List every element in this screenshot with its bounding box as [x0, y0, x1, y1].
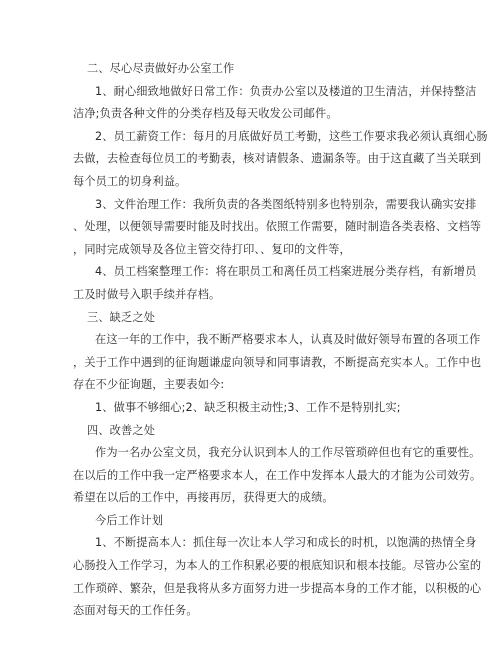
text-line: 1、做事不够细心;2、缺乏积极主动性;3、工作不是特别扎实; — [95, 400, 401, 414]
section-heading: 二、尽心尽责做好办公室工作 — [87, 62, 235, 75]
text-line: 2、员工薪资工作：每月的月底做好员工考勤，这些工作要求我必须认真细心肠 — [95, 129, 488, 143]
text-line: 4、员工档案整理工作：将在职员工和离任员工档案进展分类存档，有新增员 — [95, 265, 477, 279]
document-body — [73, 58, 488, 623]
text-line: 在以后的工作中我一定严格要求本人，在工作中发挥本人最大的才能为公司效劳。 — [73, 468, 482, 482]
text-line: ，同时完成领导及各位主管交待打印、、复印的文件等， — [73, 242, 351, 256]
text-line: 工及时做号入职手续并存档。 — [73, 287, 221, 301]
text-line: 1、耐心细致地做好日常工作：负责办公室以及楼道的卫生清洁，并保持整洁 — [95, 84, 477, 98]
text-line: 希望在以后的工作中，再接再厉，获得更大的成绩。 — [73, 491, 334, 505]
text-line: 、处理，以便领导需要时能及时找出。依照工作需要，随时制造各类表格、文档等 — [73, 220, 482, 234]
text-line: 心肠投入工作学习，为本人的工作积累必要的根底知识和根本技能。尽管办公室的 — [73, 559, 482, 573]
section-heading: 今后工作计划 — [95, 513, 164, 527]
section-heading: 三、缺乏之处 — [87, 310, 156, 324]
text-line: ，关于工作中遇到的征询题谦虚向领导和同事请教，不断提高充实本人。工作中也 — [73, 355, 482, 369]
text-line: 洁净;负责各种文件的分类存档及每天收发公司邮件。 — [73, 107, 338, 121]
text-line: 每个员工的切身利益。 — [73, 174, 187, 188]
section-heading: 四、改善之处 — [87, 423, 156, 437]
text-line: 去做，去检查每位员工的考勤表，核对请假条、遗漏条等。由于这直藏了当关联到 — [73, 152, 482, 166]
text-line: 工作琐碎、繁杂，但是我将从多方面努力进一步提高本身的工作才能，以积极的心 — [73, 581, 482, 595]
text-line: 1、不断提高本人：抓住每一次让本人学习和成长的时机，以饱满的热情全身 — [95, 536, 477, 550]
text-line: 态面对每天的工作任务。 — [73, 604, 198, 618]
text-line: 在这一年的工作中，我不断严格要求本人，认真及时做好领导布置的各项工作 — [95, 333, 481, 347]
text-line: 作为一名办公室文员，我充分认识到本人的工作尽管琐碎但也有它的重要性。 — [95, 446, 481, 460]
text-line: 3、文件治理工作：我所负责的各类图纸特别多也特别杂，需要我认确实安排 — [95, 197, 477, 211]
text-line: 存在不少征询题，主要表如今: — [73, 378, 225, 392]
